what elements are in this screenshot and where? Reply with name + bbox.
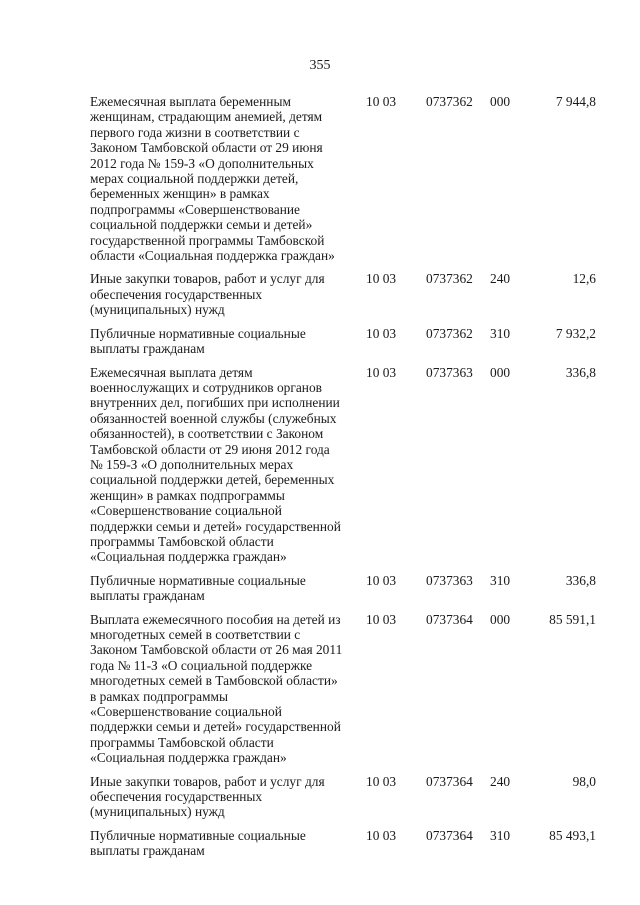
table-row — [90, 573, 596, 604]
row-target-code: 0737362 — [426, 325, 473, 341]
row-description: Ежемесячная выплата детям военнослужащих и сотрудников органов внутренних дел, погибших при исполнении обязанностей военной службы (служебных обязанностей), в соответствии с Законом Тамбовской области от 29 июня 2012 года № 159-З «О дополнительных мерах социальной поддержки детей, беременных женщин» в рамках подпрограммы «Совершенствование социальной поддержки семьи и детей» государственной программы Тамбовской области «Социальная поддержка граждан» — [90, 364, 341, 565]
row-expense-type: 310 — [490, 827, 511, 843]
table-row — [90, 94, 596, 263]
row-amount: 7 944,8 — [555, 94, 596, 109]
row-target-code: 0737364 — [426, 827, 473, 843]
row-amount: 7 932,2 — [555, 325, 596, 341]
row-amount: 336,8 — [565, 364, 596, 380]
row-section-code: 10 03 — [366, 827, 397, 843]
row-amount: 98,0 — [572, 773, 596, 789]
row-section-code: 10 03 — [366, 325, 397, 341]
table-row — [90, 828, 596, 859]
row-description: Публичные нормативные социальные выплаты гражданам — [90, 325, 306, 357]
row-target-code: 0737362 — [426, 271, 473, 287]
table-row — [90, 365, 596, 565]
row-expense-type: 310 — [490, 325, 511, 341]
row-target-code: 0737362 — [426, 94, 473, 109]
row-amount: 85 493,1 — [549, 827, 596, 843]
row-description: Публичные нормативные социальные выплаты гражданам — [90, 827, 306, 859]
row-section-code: 10 03 — [366, 611, 397, 627]
row-amount: 336,8 — [565, 572, 596, 588]
page-number: 355 — [309, 58, 331, 73]
row-expense-type: 240 — [490, 271, 511, 287]
row-target-code: 0737364 — [426, 611, 473, 627]
row-target-code: 0737363 — [426, 572, 473, 588]
row-expense-type: 000 — [490, 94, 511, 109]
row-section-code: 10 03 — [366, 271, 397, 287]
table-row — [90, 774, 596, 820]
row-description: Иные закупки товаров, работ и услуг для обеспечения государственных (муниципальных) нужд — [90, 271, 325, 318]
budget-table — [90, 94, 596, 867]
row-expense-type: 000 — [490, 611, 511, 627]
row-description: Ежемесячная выплата беременным женщинам, страдающим анемией, детям первого года жизни в соответствии с Законом Тамбовской области от 29 июня 2012 года № 159-З «О дополнительных мерах социальной поддержки детей, беременных женщин» в рамках подпрограммы «Совершенствование социальной поддержки семьи и детей» государственной программы Тамбовской области «Социальная поддержка граждан» — [90, 94, 335, 264]
row-amount: 85 591,1 — [549, 611, 596, 627]
row-target-code: 0737364 — [426, 773, 473, 789]
row-description: Иные закупки товаров, работ и услуг для обеспечения государственных (муниципальных) нужд — [90, 773, 325, 820]
row-description: Выплата ежемесячного пособия на детей из многодетных семей в соответствии с Законом Тамбовской области от 26 мая 2011 года № 11-З «О социальной поддержке многодетных семей в Тамбовской области» в рамках подпрограммы «Совершенствование социальной поддержки семьи и детей» государственной программы Тамбовской области «Социальная поддержка граждан» — [90, 611, 343, 766]
table-row — [90, 612, 596, 766]
row-section-code: 10 03 — [366, 773, 397, 789]
row-expense-type: 240 — [490, 773, 511, 789]
row-section-code: 10 03 — [366, 94, 397, 109]
row-expense-type: 000 — [490, 364, 511, 380]
row-section-code: 10 03 — [366, 364, 397, 380]
table-row — [90, 326, 596, 357]
row-description: Публичные нормативные социальные выплаты гражданам — [90, 572, 306, 604]
row-expense-type: 310 — [490, 572, 511, 588]
table-row — [90, 271, 596, 317]
row-amount: 12,6 — [572, 271, 596, 287]
row-target-code: 0737363 — [426, 364, 473, 380]
row-section-code: 10 03 — [366, 572, 397, 588]
